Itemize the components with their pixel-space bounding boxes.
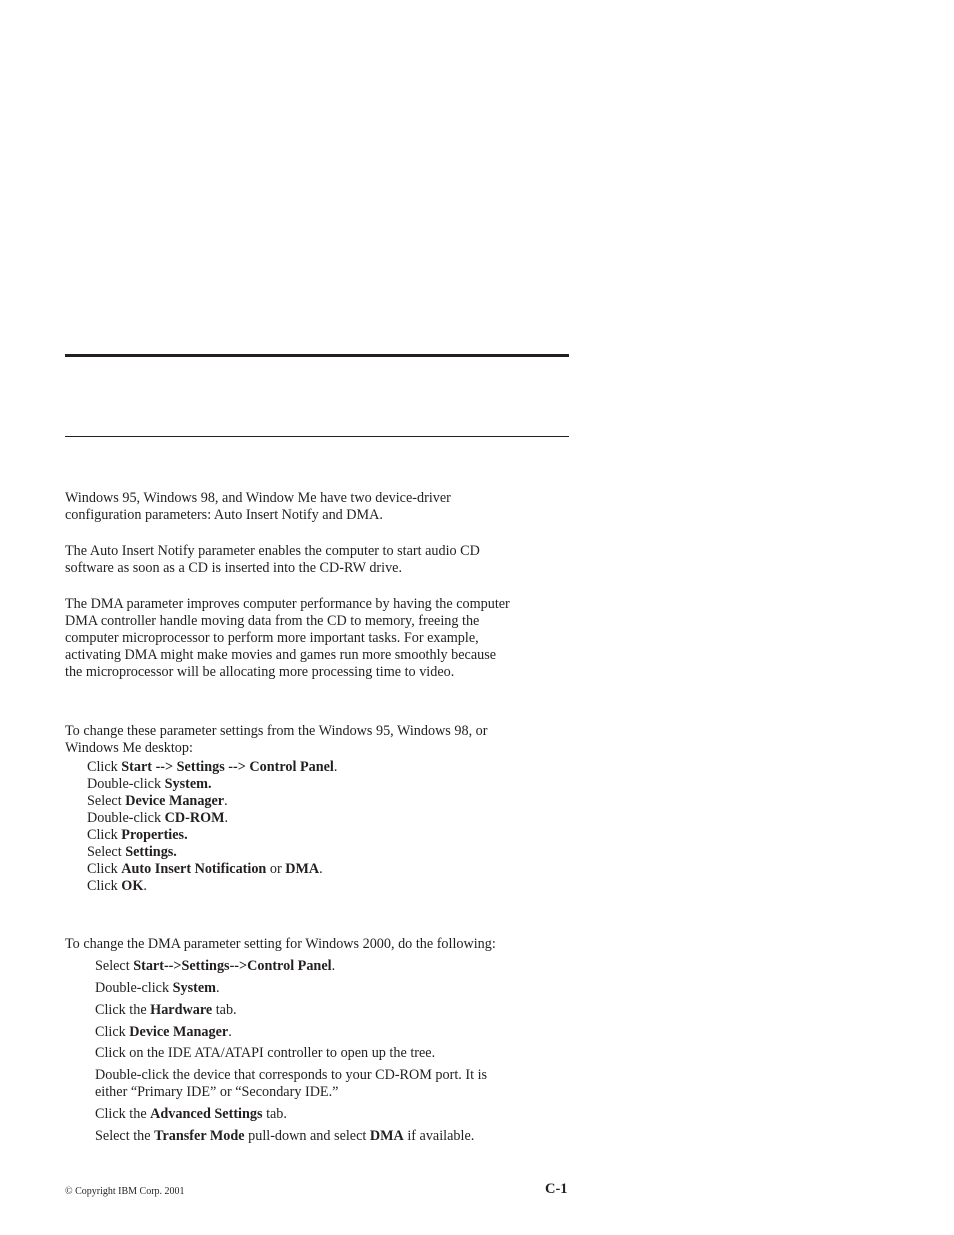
win9x-step: Select Device Manager. (87, 793, 228, 809)
win9x-step: Click OK. (87, 878, 147, 894)
win2000-step: Click Device Manager. (95, 1024, 232, 1040)
win2000-step: Select the Transfer Mode pull-down and select DMA if available. (95, 1128, 475, 1144)
chapter-rule-thick (65, 354, 569, 357)
win2000-step: Double-click the device that corresponds to your CD-ROM port. It is either “Primary IDE” or “Secondary IDE.” (95, 1067, 488, 1100)
copyright-notice: © Copyright IBM Corp. 2001 (65, 1186, 185, 1197)
win9x-step: Double-click System. (87, 776, 212, 792)
win2000-step: Double-click System. (95, 980, 220, 996)
win9x-step: Click Start --> Settings --> Control Panel. (87, 759, 338, 775)
win9x-steps (87, 759, 337, 895)
win2000-step: Select Start-->Settings-->Control Panel. (95, 958, 336, 974)
win9x-step: Select Settings. (87, 844, 177, 860)
section-rule-thin (65, 436, 569, 437)
intro-paragraph-1: Windows 95, Windows 98, and Window Me have two device-driver configuration parameters: Auto Insert Notify and DMA. (65, 490, 451, 523)
page-number: C-1 (545, 1181, 568, 1197)
win9x-step: Click Auto Insert Notification or DMA. (87, 861, 323, 877)
intro-paragraph-2: The Auto Insert Notify parameter enables the computer to start audio CD software as soon as a CD is inserted into the CD-RW drive. (65, 543, 480, 576)
win9x-intro: To change these parameter settings from the Windows 95, Windows 98, or Windows Me desktop: (65, 723, 488, 756)
win9x-step: Double-click CD-ROM. (87, 810, 229, 826)
win2000-intro: To change the DMA parameter setting for Windows 2000, do the following: (65, 936, 496, 952)
win2000-step: Click the Advanced Settings tab. (95, 1106, 287, 1122)
win2000-step: Click on the IDE ATA/ATAPI controller to open up the tree. (95, 1045, 436, 1061)
win2000-steps (95, 958, 487, 1145)
intro-paragraph-3: The DMA parameter improves computer performance by having the computer DMA controller handle moving data from the CD to memory, freeing the computer microprocessor to perform more important tasks. For example, activating DMA might make movies and games run more smoothly because the microprocessor will be allocating more processing time to video. (65, 596, 510, 680)
win2000-step: Click the Hardware tab. (95, 1002, 237, 1018)
win9x-step: Click Properties. (87, 827, 188, 843)
